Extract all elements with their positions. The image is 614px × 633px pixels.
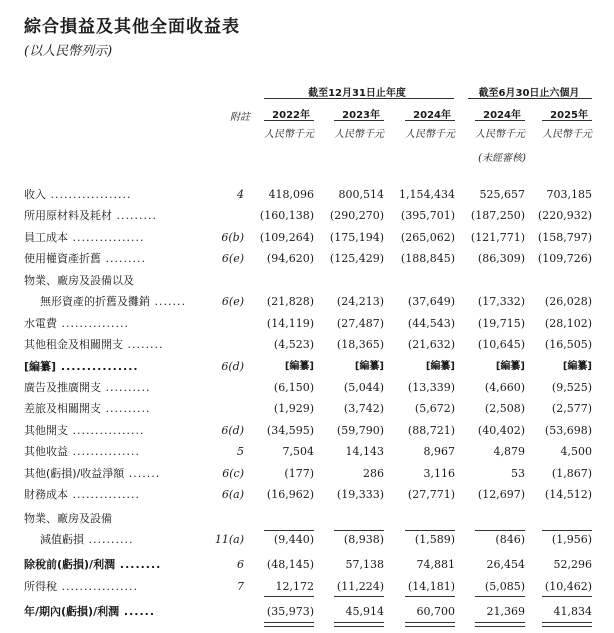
row-value-5: [編纂] <box>562 361 592 372</box>
year-header-4: 2024年 <box>483 110 521 121</box>
row-label-text: 其他租金及相關開支 <box>24 338 123 351</box>
row-value-3: (1,589) <box>414 533 455 546</box>
row-value-5: (53,698) <box>544 424 592 437</box>
row-label <box>24 422 200 440</box>
row-value-2: (27,487) <box>336 317 384 330</box>
row-value-5: (158,797) <box>537 231 592 244</box>
year-header-3: 2024年 <box>413 110 451 121</box>
row-label <box>24 358 200 376</box>
row-value-1: (48,145) <box>266 558 314 571</box>
row-value-2: [編纂] <box>354 361 384 372</box>
row-value-5: (10,462) <box>544 580 592 593</box>
table-row <box>0 531 614 549</box>
row-value-4: (5,085) <box>484 580 525 593</box>
row-value-1: (34,595) <box>266 424 314 437</box>
row-value-4: [編纂] <box>495 361 525 372</box>
row-label-text: 員工成本 <box>24 231 68 244</box>
unit-label-2: 人民幣千元 <box>334 129 384 140</box>
table-row <box>0 207 614 225</box>
year-underline-3 <box>405 120 455 121</box>
unit-label-3: 人民幣千元 <box>405 129 455 140</box>
row-label-text: 物業、廠房及設備 <box>24 512 112 525</box>
row-note: 6(d) <box>221 360 244 373</box>
table-row <box>0 186 614 204</box>
total-double-rule-2 <box>334 622 384 627</box>
row-note: 7 <box>237 580 244 593</box>
row-value-2: 57,138 <box>345 558 384 571</box>
row-value-4: (19,715) <box>477 317 525 330</box>
row-value-2: (290,270) <box>329 209 384 222</box>
group-underline-annual <box>264 98 454 99</box>
row-value-1: [編纂] <box>284 361 314 372</box>
total-top-rule-1 <box>264 596 314 597</box>
row-value-3: [編纂] <box>425 361 455 372</box>
row-value-2: (19,333) <box>336 488 384 501</box>
row-label-text: 水電費 <box>24 317 57 330</box>
total-double-rule-1 <box>264 622 314 627</box>
row-label <box>24 229 200 247</box>
row-value-1: (6,150) <box>273 381 314 394</box>
row-value-4: 53 <box>511 467 525 480</box>
row-value-3: (44,543) <box>407 317 455 330</box>
row-label <box>24 465 200 483</box>
row-label-text: 減值虧損 <box>40 533 84 546</box>
row-value-3: (88,721) <box>407 424 455 437</box>
table-row <box>0 315 614 333</box>
row-label-text: 財務成本 <box>24 488 68 501</box>
leader-dots: ............... <box>68 488 140 501</box>
leader-dots: ................. <box>57 580 138 593</box>
row-value-2: (18,365) <box>336 338 384 351</box>
row-value-5: (2,577) <box>551 402 592 415</box>
row-value-4: 26,454 <box>486 558 525 571</box>
year-underline-4 <box>475 120 525 121</box>
row-value-3: 1,154,434 <box>399 188 455 201</box>
row-value-5: 41,834 <box>553 605 592 618</box>
row-value-2: (8,938) <box>343 533 384 546</box>
table-row <box>0 465 614 483</box>
row-label-text: 物業、廠房及設備以及 <box>24 274 134 287</box>
table-row <box>0 556 614 574</box>
row-value-3: 60,700 <box>416 605 455 618</box>
row-value-4: 525,657 <box>479 188 525 201</box>
row-value-3: (14,181) <box>407 580 455 593</box>
row-value-5: (1,956) <box>551 533 592 546</box>
row-value-1: (4,523) <box>273 338 314 351</box>
row-value-5: (28,102) <box>544 317 592 330</box>
row-label <box>40 531 200 549</box>
row-value-4: (12,697) <box>477 488 525 501</box>
row-value-1: (14,119) <box>266 317 314 330</box>
leader-dots: ............... <box>57 317 129 330</box>
row-label <box>24 379 200 397</box>
year-underline-2 <box>334 120 384 121</box>
unit-label-5: 人民幣千元 <box>542 129 592 140</box>
row-value-2: 800,514 <box>338 188 384 201</box>
row-note: 6(c) <box>222 467 244 480</box>
row-value-2: (11,224) <box>336 580 384 593</box>
row-label <box>24 272 200 290</box>
unit-label-1: 人民幣千元 <box>264 129 314 140</box>
row-value-1: (1,929) <box>273 402 314 415</box>
group-underline-interim <box>468 98 592 99</box>
leader-dots: ....... <box>124 467 161 480</box>
table-row <box>0 229 614 247</box>
row-value-2: (175,194) <box>329 231 384 244</box>
row-value-2: 286 <box>363 467 384 480</box>
leader-dots: ................ <box>68 424 145 437</box>
table-row <box>0 510 614 528</box>
row-value-5: (220,932) <box>537 209 592 222</box>
leader-dots: ......... <box>101 252 146 265</box>
row-label <box>24 443 200 461</box>
total-double-rule-3 <box>405 622 455 627</box>
row-value-4: (121,771) <box>470 231 525 244</box>
row-label-text: [編纂] <box>24 360 57 373</box>
row-value-3: 8,967 <box>423 445 455 458</box>
row-label-text: 收入 <box>24 188 46 201</box>
row-value-1: (9,440) <box>273 533 314 546</box>
row-value-4: (2,508) <box>484 402 525 415</box>
row-value-2: (3,742) <box>343 402 384 415</box>
row-value-4: (17,332) <box>477 295 525 308</box>
row-label <box>24 578 200 596</box>
leader-dots: ........ <box>115 558 162 571</box>
row-note: 6(a) <box>221 488 244 501</box>
row-value-1: (35,973) <box>266 605 314 618</box>
row-note: 6 <box>237 558 244 571</box>
row-value-5: 703,185 <box>546 188 592 201</box>
row-value-1: (21,828) <box>266 295 314 308</box>
unit-label-4: 人民幣千元 <box>475 129 525 140</box>
leader-dots: .................. <box>46 188 132 201</box>
total-double-rule-4 <box>475 622 525 627</box>
year-underline-1 <box>264 120 314 121</box>
leader-dots: .......... <box>84 533 134 546</box>
row-value-1: (94,620) <box>266 252 314 265</box>
row-value-2: 45,914 <box>345 605 384 618</box>
subtotal-rule-2 <box>334 530 384 531</box>
row-value-5: (9,525) <box>551 381 592 394</box>
row-value-4: (846) <box>495 533 525 546</box>
row-value-3: (13,339) <box>407 381 455 394</box>
row-value-2: 14,143 <box>345 445 384 458</box>
row-value-4: (187,250) <box>470 209 525 222</box>
row-note: 4 <box>237 188 244 201</box>
table-row <box>0 293 614 311</box>
row-note: 6(e) <box>221 252 244 265</box>
total-top-rule-4 <box>475 596 525 597</box>
subtotal-rule-1 <box>264 530 314 531</box>
row-value-3: (21,632) <box>407 338 455 351</box>
row-label <box>24 486 200 504</box>
row-label-text: 其他收益 <box>24 445 68 458</box>
year-header-2: 2023年 <box>342 110 380 121</box>
row-label <box>24 336 200 354</box>
row-label-text: 其他開支 <box>24 424 68 437</box>
row-label-text: 所用原材料及耗材 <box>24 209 112 222</box>
table-row <box>0 486 614 504</box>
leader-dots: .......... <box>101 402 151 415</box>
year-header-5: 2025年 <box>550 110 588 121</box>
row-note: 6(e) <box>221 295 244 308</box>
row-label <box>24 400 200 418</box>
row-note: 6(b) <box>221 231 244 244</box>
page-title: 綜合損益及其他全面收益表 <box>24 17 240 37</box>
row-value-4: (4,660) <box>484 381 525 394</box>
row-value-3: (37,649) <box>407 295 455 308</box>
table-row <box>0 250 614 268</box>
row-value-5: (109,726) <box>537 252 592 265</box>
row-label-text: 年/期內(虧損)/利潤 <box>24 605 120 618</box>
row-label <box>24 315 200 333</box>
row-value-4: 21,369 <box>486 605 525 618</box>
row-value-1: 7,504 <box>282 445 314 458</box>
leader-dots: ....... <box>150 295 186 308</box>
row-value-2: (59,790) <box>336 424 384 437</box>
row-label <box>24 250 200 268</box>
row-value-2: (125,429) <box>329 252 384 265</box>
row-value-3: 3,116 <box>423 467 455 480</box>
row-value-1: (177) <box>284 467 314 480</box>
total-top-rule-5 <box>542 596 592 597</box>
row-label-text: 所得稅 <box>24 580 57 593</box>
table-row <box>0 379 614 397</box>
row-value-4: (40,402) <box>477 424 525 437</box>
row-label <box>24 603 200 621</box>
table-row <box>0 358 614 376</box>
row-value-5: (26,028) <box>544 295 592 308</box>
leader-dots: .......... <box>101 381 151 394</box>
row-value-5: (16,505) <box>544 338 592 351</box>
row-value-1: 418,096 <box>268 188 314 201</box>
row-value-4: (86,309) <box>477 252 525 265</box>
table-row <box>0 400 614 418</box>
table-row <box>0 603 614 621</box>
leader-dots: ........ <box>123 338 164 351</box>
total-double-rule-5 <box>542 622 592 627</box>
row-value-3: (395,701) <box>400 209 455 222</box>
note-column-header: 附註 <box>230 112 250 123</box>
row-value-5: 52,296 <box>553 558 592 571</box>
row-value-4: (10,645) <box>477 338 525 351</box>
row-value-5: (1,867) <box>551 467 592 480</box>
row-value-3: (5,672) <box>414 402 455 415</box>
row-value-5: 4,500 <box>560 445 592 458</box>
row-note: 5 <box>237 445 244 458</box>
row-note: 6(d) <box>221 424 244 437</box>
row-value-3: 74,881 <box>416 558 455 571</box>
table-row <box>0 422 614 440</box>
subtotal-rule-4 <box>475 530 525 531</box>
row-label-text: 其他(虧損)/收益淨額 <box>24 467 125 480</box>
row-value-3: (188,845) <box>400 252 455 265</box>
row-label <box>24 556 200 574</box>
table-row <box>0 578 614 596</box>
page-subtitle: (以人民幣列示) <box>24 44 113 59</box>
row-value-1: (16,962) <box>266 488 314 501</box>
row-label-text: 除稅前(虧損)/利潤 <box>24 558 116 571</box>
row-label <box>40 293 200 311</box>
row-value-1: (160,138) <box>259 209 314 222</box>
leader-dots: ............... <box>56 360 139 373</box>
leader-dots: ................ <box>68 231 145 244</box>
year-underline-5 <box>542 120 592 121</box>
row-value-3: (265,062) <box>400 231 455 244</box>
row-label <box>24 510 200 528</box>
total-top-rule-3 <box>405 596 455 597</box>
row-value-2: (5,044) <box>343 381 384 394</box>
row-value-1: (109,264) <box>259 231 314 244</box>
subtotal-rule-5 <box>542 530 592 531</box>
year-header-1: 2022年 <box>272 110 310 121</box>
row-value-4: 4,879 <box>493 445 525 458</box>
total-top-rule-2 <box>334 596 384 597</box>
table-row <box>0 443 614 461</box>
row-label-text: 廣告及推廣開支 <box>24 381 101 394</box>
row-value-5: (14,512) <box>544 488 592 501</box>
row-label-text: 無形資產的折舊及攤銷 <box>40 295 150 308</box>
row-note: 11(a) <box>214 533 244 546</box>
group-header-annual: 截至12月31日止年度 <box>308 88 406 99</box>
row-label <box>24 186 200 204</box>
group-header-interim: 截至6月30日止六個月 <box>478 88 580 99</box>
table-row <box>0 336 614 354</box>
row-label-text: 差旅及相關開支 <box>24 402 101 415</box>
leader-dots: ............... <box>68 445 140 458</box>
leader-dots: ......... <box>112 209 157 222</box>
row-value-3: (27,771) <box>407 488 455 501</box>
table-row <box>0 272 614 290</box>
unaudited-label: (未經審核) <box>478 153 526 164</box>
row-label-text: 使用權資產折舊 <box>24 252 101 265</box>
leader-dots: ...... <box>119 605 155 618</box>
row-value-2: (24,213) <box>336 295 384 308</box>
subtotal-rule-3 <box>405 530 455 531</box>
row-label <box>24 207 200 225</box>
row-value-1: 12,172 <box>275 580 314 593</box>
